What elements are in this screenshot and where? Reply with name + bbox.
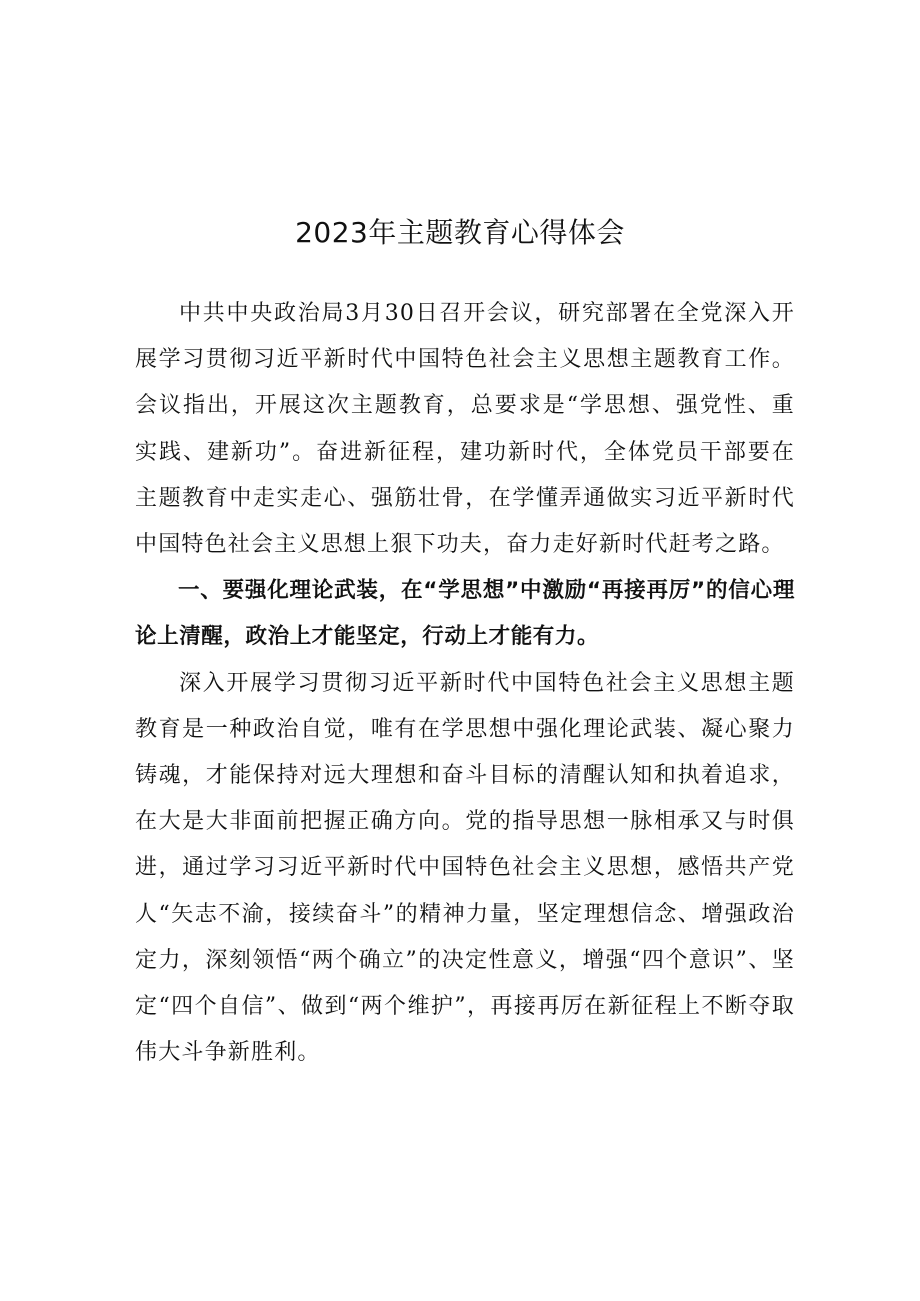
section-heading-1: 一、要强化理论武装，在“学思想”中激励“再接再厉”的信心理论上清醒，政治上才能坚定，行动上才能有力。 xyxy=(135,578,795,650)
document-body xyxy=(135,291,795,1076)
document-title: 2023年主题教育心得体会 xyxy=(295,216,625,249)
intro-paragraph: 中共中央政治局3月30日召开会议，研究部署在全党深入开展学习贯彻习近平新时代中国特色社会主义思想主题教育工作。会议指出，开展这次主题教育，总要求是“学思想、强党性、重实践、建新功”。奋进新征程，建功新时代，全体党员干部要在主题教育中走实走心、强筋壮骨，在学懂弄通做实习近平新时代中国特色社会主义思想上狠下功夫，奋力走好新时代赶考之路。 xyxy=(135,301,795,558)
section-1-paragraph: 深入开展学习贯彻习近平新时代中国特色社会主义思想主题教育是一种政治自觉，唯有在学思想中强化理论武装、凝心聚力铸魂，才能保持对远大理想和奋斗目标的清醒认知和执着追求，在大是大非面前把握正确方向。党的指导思想一脉相承又与时俱进，通过学习习近平新时代中国特色社会主义思想，感悟共产党人“矢志不渝，接续奋斗”的精神力量，坚定理想信念、增强政治定力，深刻领悟“两个确立”的决定性意义，增强“四个意识”、坚定“四个自信”、做到“两个维护”，再接再厉在新征程上不断夺取伟大斗争新胜利。 xyxy=(135,670,795,1066)
